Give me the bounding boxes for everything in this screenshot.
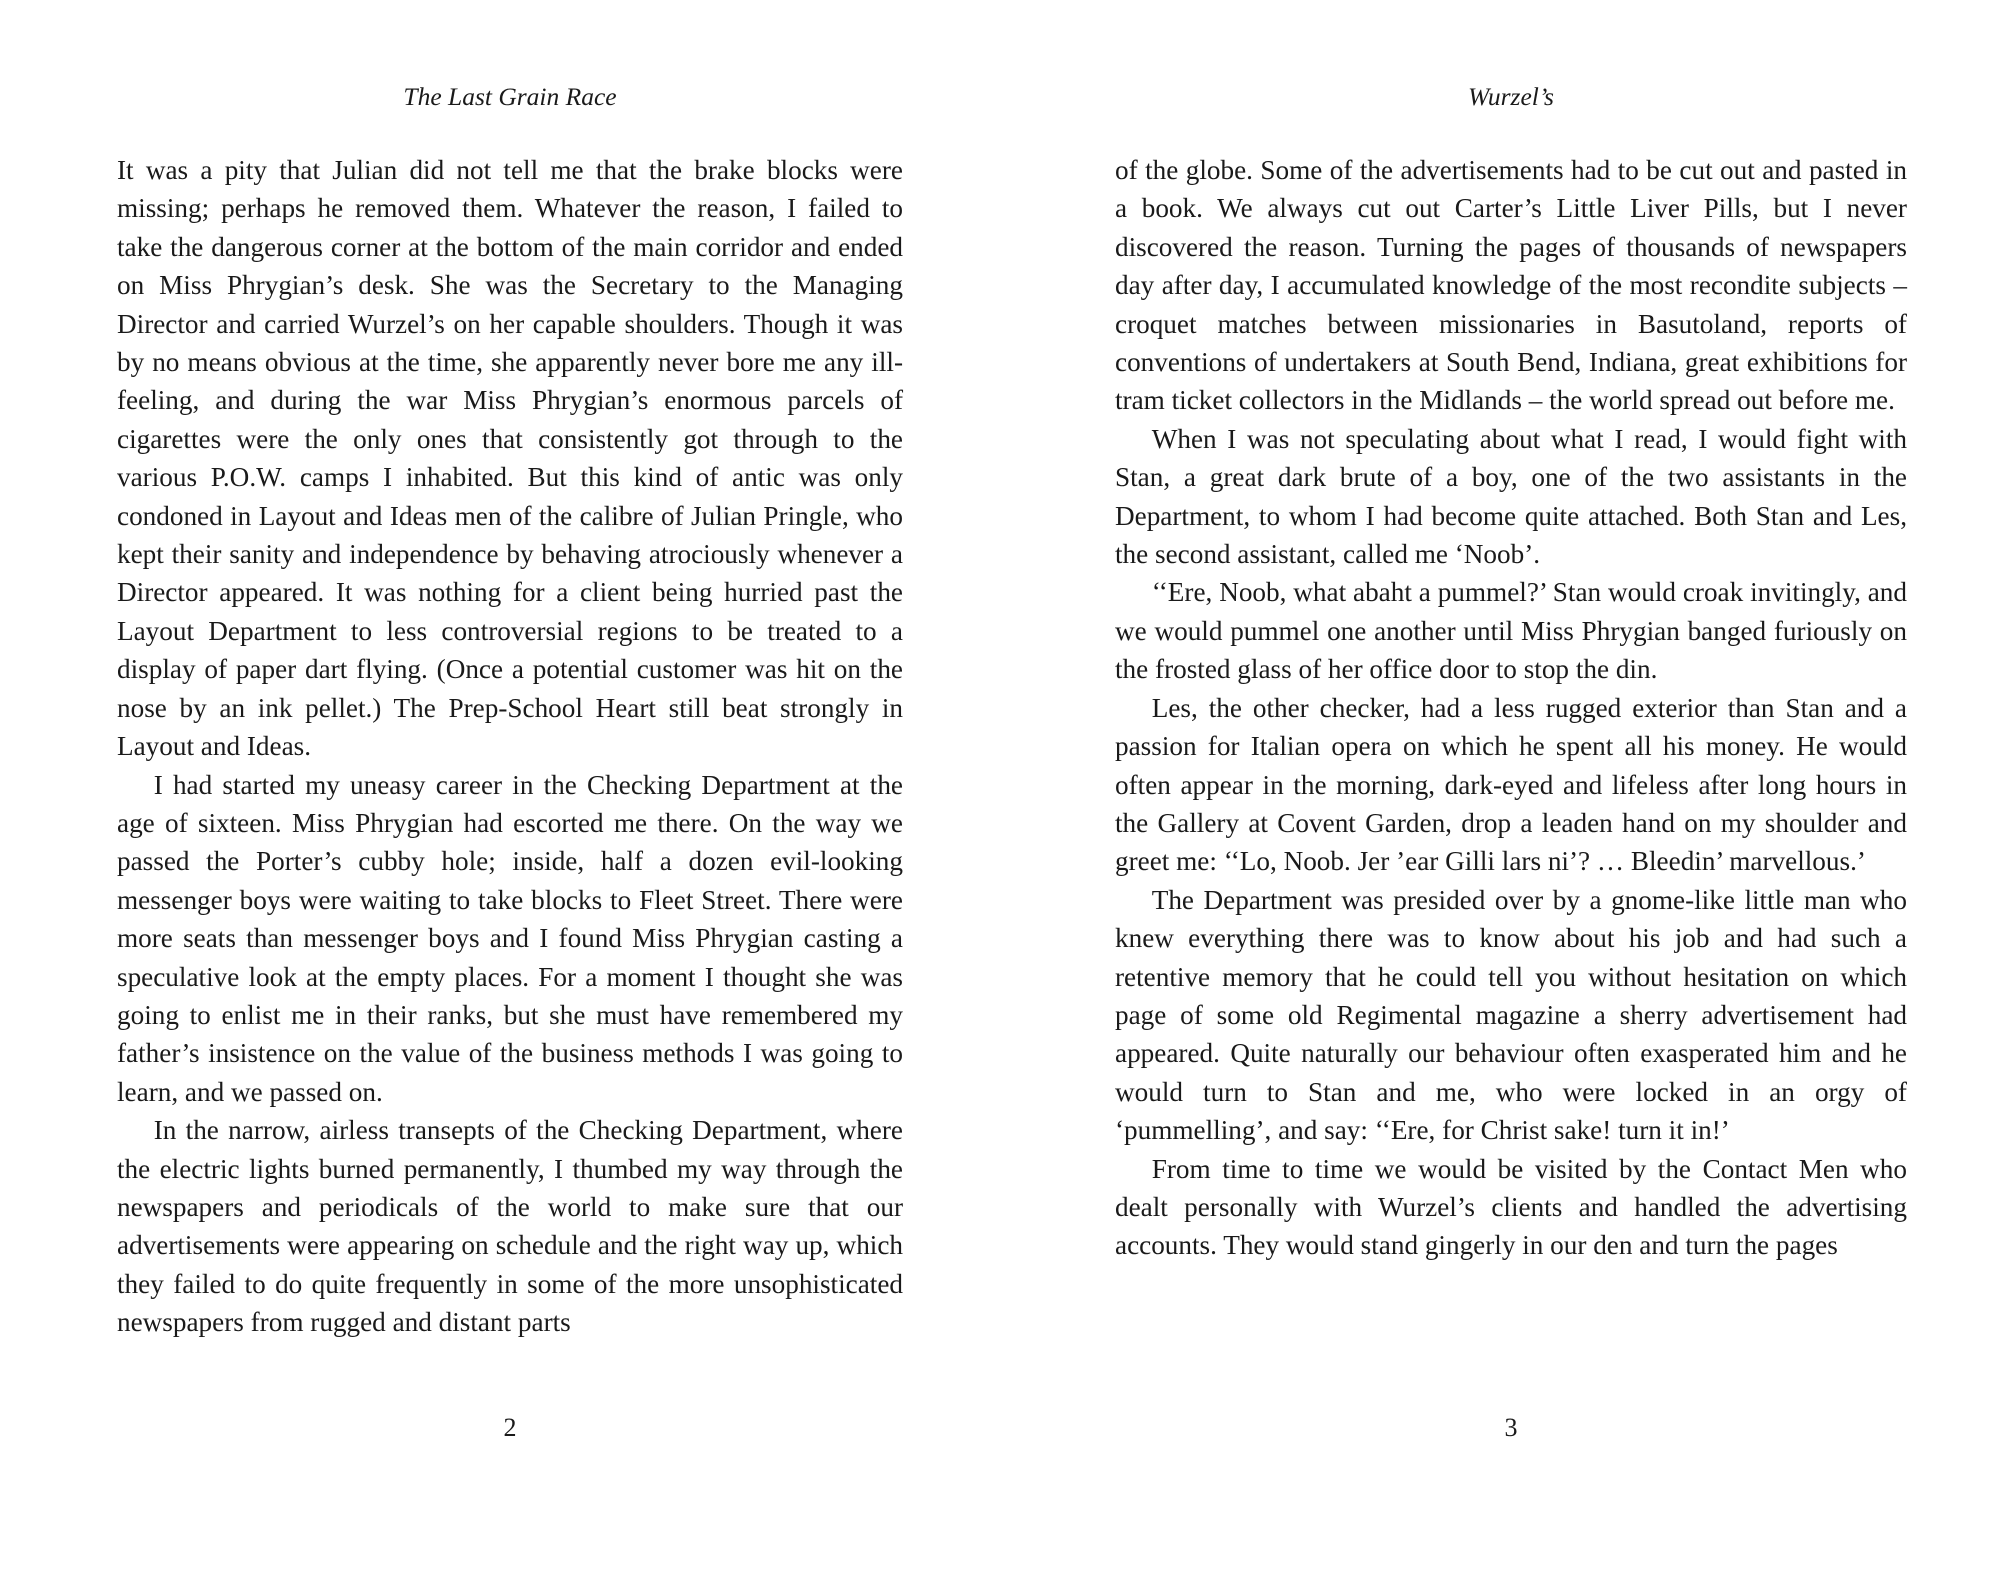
left-paragraph-3: In the narrow, airless transepts of the Checking Department, where the electric lights burned permanently, I thumbed my way through the newspapers and periodicals of the world to make sure that our advertisements were appearing on schedule and the right way up, which they failed to do quite frequently in some of the more unsophisticated newspapers from rugged and distant parts (117, 1115, 903, 1338)
left-page-number: 2 (503, 1413, 517, 1442)
right-paragraph-3: ‘‘Ere, Noob, what abaht a pummel?’ Stan would croak invitingly, and we would pummel one another until Miss Phrygian banged furiously on the frosted glass of her office door to stop the din. (1115, 577, 1907, 685)
right-page (1115, 0, 1907, 1576)
right-paragraph-5: The Department was presided over by a gnome-like little man who knew everything there was to know about his job and had such a retentive memory that he could tell you without hesitation on which page of some old Regimental magazine a sherry advertisement had appeared. Quite naturally our behaviour often exasperated him and he would turn to Stan and me, who were locked in an orgy of ‘pummelling’, and say: ‘‘Ere, for Christ sake! turn it in!’ (1115, 884, 1907, 1146)
left-body-text (117, 151, 903, 1342)
right-page-number: 3 (1504, 1413, 1518, 1442)
right-paragraph-2: When I was not speculating about what I read, I would fight with Stan, a great dark brute of a boy, one of the two assistants in the Department, to whom I had become quite attached. Both Stan and Les, the second assistant, called me ‘Noob’. (1115, 423, 1907, 570)
right-running-head: Wurzel’s (1468, 82, 1554, 111)
left-running-head: The Last Grain Race (403, 82, 617, 111)
right-body-text (1115, 151, 1907, 1265)
left-page (117, 0, 903, 1576)
right-paragraph-4: Les, the other checker, had a less rugged exterior than Stan and a passion for Italian opera on which he spent all his money. He would often appear in the morning, dark-eyed and lifeless after long hours in the Gallery at Covent Garden, drop a leaden hand on my shoulder and greet me: ‘‘Lo, Noob. Jer ’ear Gilli lars ni’? … Bleedin’ marvellous.’ (1115, 692, 1907, 877)
left-paragraph-1: It was a pity that Julian did not tell me that the brake blocks were missing; perhaps he removed them. Whatever the reason, I failed to take the dangerous corner at the bottom of the main corridor and ended on Miss Phrygian’s desk. She was the Secretary to the Managing Director and carried Wurzel’s on her capable shoulders. Though it was by no means obvious at the time, she apparently never bore me any ill-feeling, and during the war Miss Phrygian’s enormous parcels of cigarettes were the only ones that consistently got through to the various P.O.W. camps I inhabited. But this kind of antic was only condoned in Layout and Ideas men of the calibre of Julian Pringle, who kept their sanity and independence by behaving atrociously whenever a Director appeared. It was nothing for a client being hurried past the Layout Department to less controversial regions to be treated to a display of paper dart flying. (Once a potential customer was hit on the nose by an ink pellet.) The Prep-School Heart still beat strongly in Layout and Ideas. (117, 155, 903, 762)
right-paragraph-1: of the globe. Some of the advertisements had to be cut out and pasted in a book. We always cut out Carter’s Little Liver Pills, but I never discovered the reason. Turning the pages of thousands of newspapers day after day, I accumulated knowledge of the most recondite subjects – croquet matches between missionaries in Basutoland, reports of conventions of undertakers at South Bend, Indiana, great exhibitions for tram ticket collectors in the Midlands – the world spread out before me. (1115, 155, 1907, 416)
left-paragraph-2: I had started my uneasy career in the Checking Department at the age of sixteen. Miss Phrygian had escorted me there. On the way we passed the Porter’s cubby hole; inside, half a dozen evil-looking messenger boys were waiting to take blocks to Fleet Street. There were more seats than messenger boys and I found Miss Phrygian casting a speculative look at the empty places. For a moment I thought she was going to enlist me in their ranks, but she must have remembered my father’s insistence on the value of the business methods I was going to learn, and we passed on. (117, 769, 903, 1107)
right-paragraph-6: From time to time we would be visited by the Contact Men who dealt personally with Wurzel’s clients and handled the advertising accounts. They would stand gingerly in our den and turn the pages (1115, 1153, 1907, 1261)
